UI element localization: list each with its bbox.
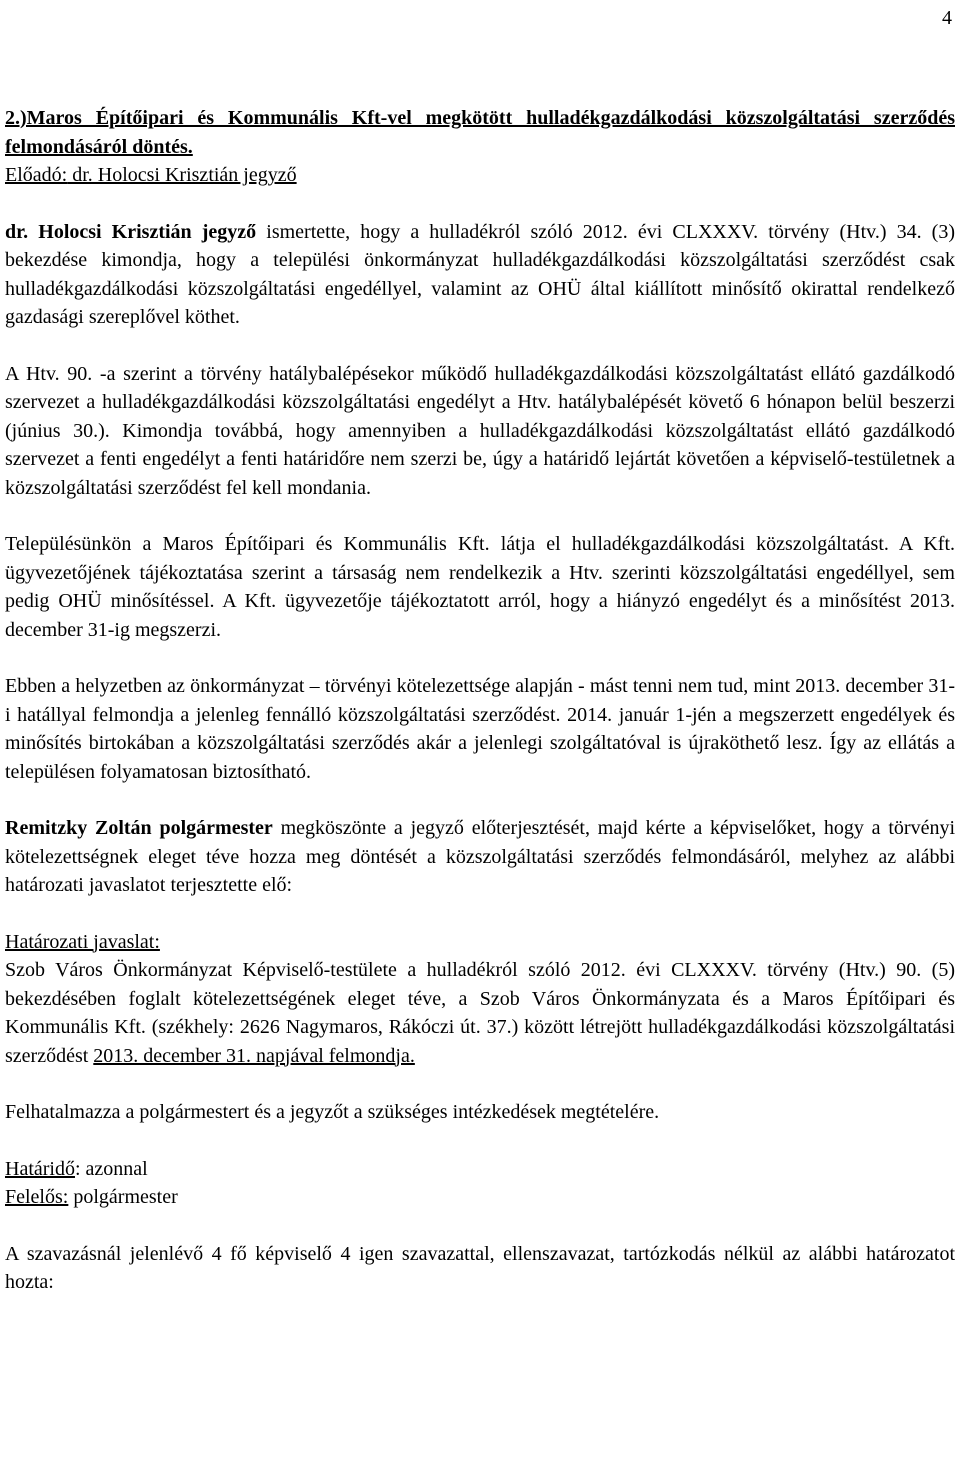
- resolution-heading-text: Határozati javaslat:: [5, 930, 160, 953]
- paragraph-text: ismertette, hogy a hulladékról szóló 2012. évi CLXXXV. törvény (Htv.) 34. (3) bekezdése kimondja, hogy a települési önkormányzat hulladékgazdálkodási közszolgáltatási szerződést csak hulladékgazdálkodási közszolgáltatási engedéllyel, valamint az OHÜ által kiállított minősítő okirattal rendelkező gazdasági szereplővel köthet.: [5, 220, 955, 328]
- resolution-date: 2013. december 31. napjával felmondja.: [93, 1044, 415, 1067]
- resolution-deadline: [5, 1155, 955, 1184]
- page-number: 4: [942, 7, 952, 29]
- paragraph-mayor-statement: [5, 814, 955, 900]
- presenter-label: Előadó:: [5, 164, 68, 186]
- resolution-heading: [5, 928, 955, 957]
- document-body: [5, 104, 955, 1297]
- agenda-presenter: [5, 161, 955, 190]
- resolution-main-text: Szob Város Önkormányzat Képviselő-testülete a hulladékról szóló 2012. évi CLXXXV. törvény (Htv.) 90. (5) bekezdésében foglalt kötelezettségének eleget téve, a Szob Város Önkormányzata és a Maros Építőipari és Kommunális Kft. (székhely: 2626 Nagymaros, Rákóczi út. 37.) között létrejött hulladékgazdálkodási közszolgáltatási szerződést: [5, 959, 955, 1067]
- responsible-value: polgármester: [68, 1186, 178, 1208]
- paragraph-text: Településünkön a Maros Építőipari és Kommunális Kft. látja el hulladékgazdálkodási közszolgáltatást. A Kft. ügyvezetőjének tájékoztatása szerint a társaság nem rendelkezik a Htv. szerinti közszolgáltatási engedéllyel, sem pedig OHÜ minősítéssel. A Kft. ügyvezetője tájékoztatott arról, hogy a hiányzó engedélyt és a minősítést 2013. december 31-ig megszerzi.: [5, 533, 955, 641]
- resolution-text: [5, 956, 955, 1070]
- paragraph-law-section: [5, 360, 955, 503]
- speaker-mayor: Remitzky Zoltán polgármester: [5, 817, 273, 839]
- agenda-title: [5, 104, 955, 161]
- deadline-value: : azonnal: [74, 1157, 148, 1180]
- deadline-label: Határidő: [5, 1157, 75, 1180]
- paragraph-consequence: [5, 672, 955, 786]
- paragraph-text: Ebben a helyzetben az önkormányzat – törvényi kötelezettsége alapján - mást tenni nem tud, mint 2013. december 31-i hatállyal felmondja a jelenleg fennálló közszolgáltatási szerződést. 2014. január 1-jén a megszerzett engedélyek és minősítés birtokában a közszolgáltatási szerződés akár a jelenlegi szolgáltatóval is újraköthető lesz. Így az ellátás a településen folyamatosan biztosítható.: [5, 675, 955, 783]
- resolution-responsible: [5, 1183, 955, 1212]
- paragraph-text: A Htv. 90. -a szerint a törvény hatálybalépésekor működő hulladékgazdálkodási közszolgáltatást ellátó gazdálkodó szervezet a hulladékgazdálkodási közszolgáltatási engedélyt a Htv. hatálybalépését követő 6 hónapon belül beszerzi (június 30.). Kimondja továbbá, hogy amennyiben a hulladékgazdálkodási közszolgáltatást ellátó gazdálkodó szervezet a fenti engedélyt a fenti határidőre nem szerzi be, úgy a határidő lejártát követően a képviselő-testületnek a közszolgáltatási szerződést fel kell mondania.: [5, 362, 955, 499]
- paragraph-notary-statement: [5, 218, 955, 332]
- authorization-text: Felhatalmazza a polgármestert és a jegyzőt a szükséges intézkedések megtételére.: [5, 1101, 660, 1123]
- paragraph-local-situation: [5, 530, 955, 644]
- speaker-notary: dr. Holocsi Krisztián jegyző: [5, 220, 257, 243]
- responsible-label: Felelős:: [5, 1186, 69, 1208]
- agenda-title-text: 2.)Maros Építőipari és Kommunális Kft-vel megkötött hulladékgazdálkodási közszolgáltatási szerződés felmondásáról döntés.: [5, 107, 955, 158]
- voting-text: A szavazásnál jelenlévő 4 fő képviselő 4 igen szavazattal, ellenszavazat, tartózkodás nélkül az alábbi határozatot hozta:: [5, 1242, 955, 1293]
- voting-result: [5, 1240, 955, 1297]
- presenter-name: dr. Holocsi Krisztián jegyző: [67, 164, 297, 186]
- paragraph-text: megköszönte a jegyző előterjesztését, majd kérte a képviselőket, hogy a törvényi kötelezettségnek eleget téve hozza meg döntését a közszolgáltatási szerződés felmondásáról, melyhez az alábbi határozati javaslatot terjesztette elő:: [5, 817, 956, 896]
- resolution-authorization: [5, 1098, 955, 1127]
